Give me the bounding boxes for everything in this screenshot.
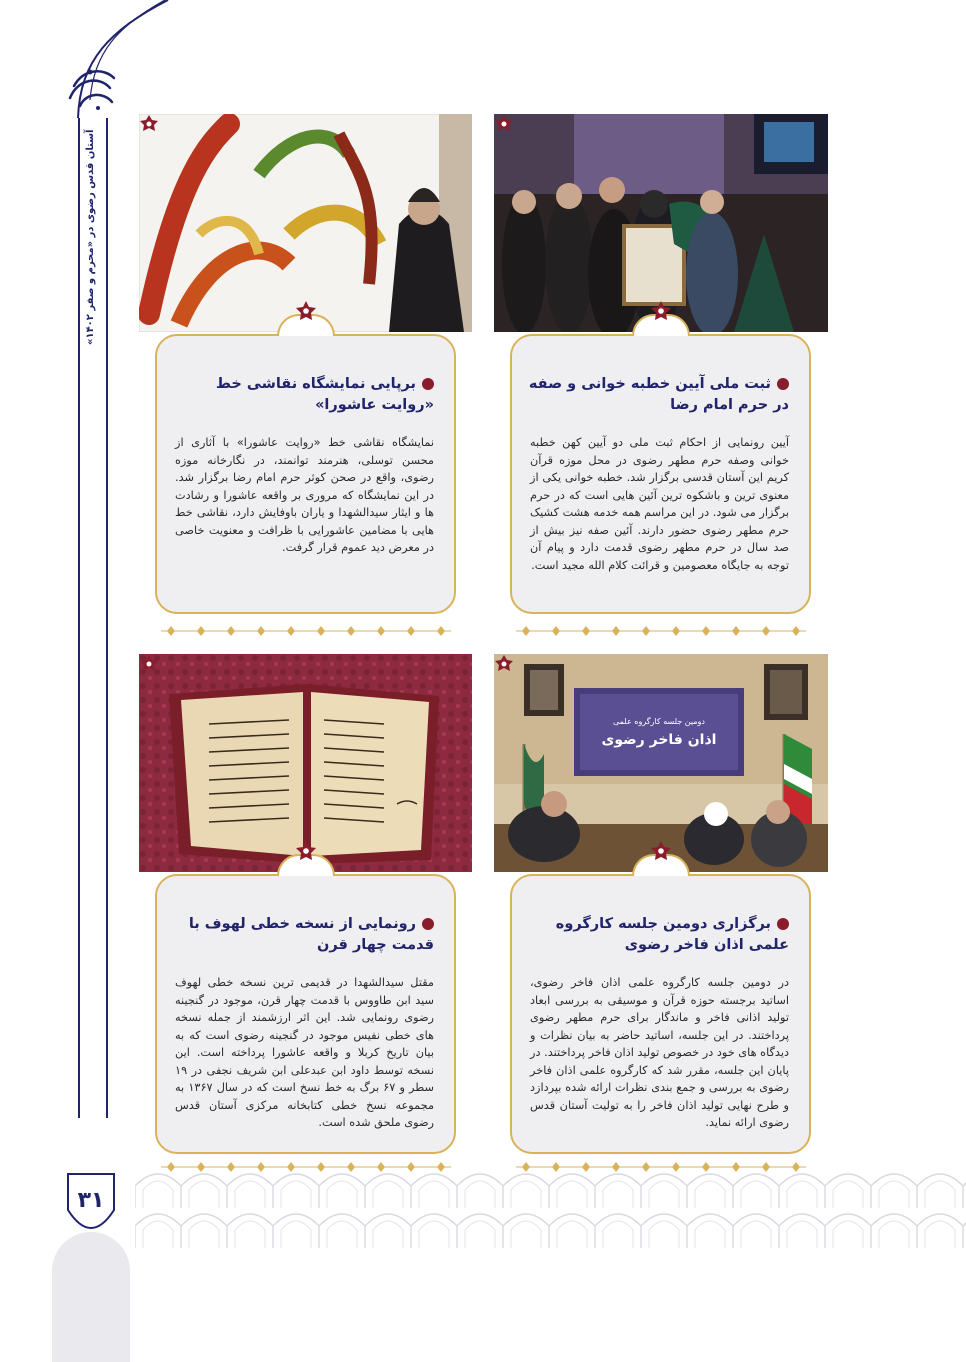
- article-title: برپایی نمایشگاه نقاشی خط «روایت عاشورا»: [215, 376, 434, 413]
- article-title: ثبت ملی آیین خطبه خوانی و صفه در حرم امام رضا: [528, 376, 789, 413]
- article-card: [510, 334, 811, 614]
- article-body: مقتل سیدالشهدا در قدیمی ترین نسخه خطی لهوف سید ابن طاووس با قدمت چهار قرن، موجود در گنجینه رضوی رونمایی شد. این اثر ارزشمند از جمله نسخه های خطی نفیس موجود در گنجینه رضوی است که به بیان تاریخ کربلا و واقعه عاشورا پرداخته است. این نسخه توسط داود ابن عبدعلی ابن شریف نجفی در ۱۹ سطر و ۶۷ برگ به خط نسخ است که در سال ۱۳۶۷ به مجموعه نسخ خطی کتابخانه مرکزی آستان قدس رضوی ملحق شده است.: [175, 976, 434, 1129]
- rosette-icon: [139, 654, 159, 674]
- ornament-divider: [516, 624, 806, 638]
- rosette-icon: [295, 840, 317, 862]
- bullet-icon: [422, 918, 434, 930]
- article-body: در دومین جلسه کارگروه علمی اذان فاخر رضوی، اساتید برجسته حوزه قرآن و موسیقی به بررسی ابعاد تولید اذانی فاخر و ماندگار برای حرم مطهر رضوی پرداختند. در این جلسه، اساتید حاضر به بیان نظرات و دیدگاه های خود در خصوص تولید اذان فاخر پرداختند. در پایان این جلسه، مقرر شد که کارگروه علمی اذان فاخر رضوی به بررسی و جمع بندی نظرات ارائه شده بپردازد و طرح نهایی تولید اذان فاخر را به تولیت آستان قدس رضوی ارائه نماید.: [530, 976, 789, 1129]
- banner-line-1: دومین جلسه کارگروه علمی: [613, 717, 705, 726]
- page-number: ۳۱: [77, 1188, 105, 1213]
- bullet-icon: [777, 378, 789, 390]
- banner-line-2: اذان فاخر رضوی: [601, 732, 717, 748]
- calligraphy-logo: [60, 58, 122, 120]
- article-card: [510, 874, 811, 1154]
- article-body: آیین رونمایی از احکام ثبت ملی دو آیین کهن خطبه خوانی وصفه حرم مطهر رضوی در محل موزه قرآن کریم این آستان قدسی برگزار شد. خطبه خوانی یکی از معنوی ترین و باشکوه ترین آئین هایی است که در حرم برگزار می شود. در این مراسم همه خدمه هشت کشیک حرم مطهر رضوی حضور دارند. آئین صفه نیز بیش از صد سال در حرم مطهر رضوی قدمت دارد و پیام آن توجه به جایگاه معصومین و قرائت کلام الله مجید است.: [530, 436, 789, 572]
- rosette-icon: [295, 300, 317, 322]
- bottom-tab: [52, 1232, 130, 1362]
- article-card: [155, 334, 456, 614]
- article-title: رونمایی از نسخه خطی لهوف با قدمت چهار قرن: [188, 916, 434, 953]
- rosette-icon: [494, 114, 514, 134]
- article-title: برگزاری دومین جلسه کارگروه علمی اذان فاخر رضوی: [555, 916, 789, 953]
- article-body: نمایشگاه نقاشی خط «روایت عاشورا» با آثاری از محسن توسلی، هنرمند توانمند، در نگارخانه موزه رضوی، واقع در صحن کوثر حرم امام رضا برگزار شد. در این نمایشگاه که مروری بر واقعه عاشورا و رشادت ها و ایثار سیدالشهدا و یاران باوفایش دارد، نقاشی خط هایی با مضامین عاشورایی با ظرافت و معنویت خاصی در معرض دید عموم قرار گرفت.: [175, 436, 434, 554]
- ornament-divider: [161, 1160, 451, 1174]
- article-card: [155, 874, 456, 1154]
- rosette-icon: [139, 114, 159, 134]
- rosette-icon: [650, 300, 672, 322]
- bullet-icon: [777, 918, 789, 930]
- rosette-icon: [494, 654, 514, 674]
- geometric-pattern: [135, 1168, 966, 1248]
- rosette-icon: [650, 840, 672, 862]
- sidebar-title: آستان قدس رضوی در «محرم و صفر ۱۴۰۲»: [85, 130, 96, 346]
- ornament-divider: [161, 624, 451, 638]
- bullet-icon: [422, 378, 434, 390]
- ornament-divider: [516, 1160, 806, 1174]
